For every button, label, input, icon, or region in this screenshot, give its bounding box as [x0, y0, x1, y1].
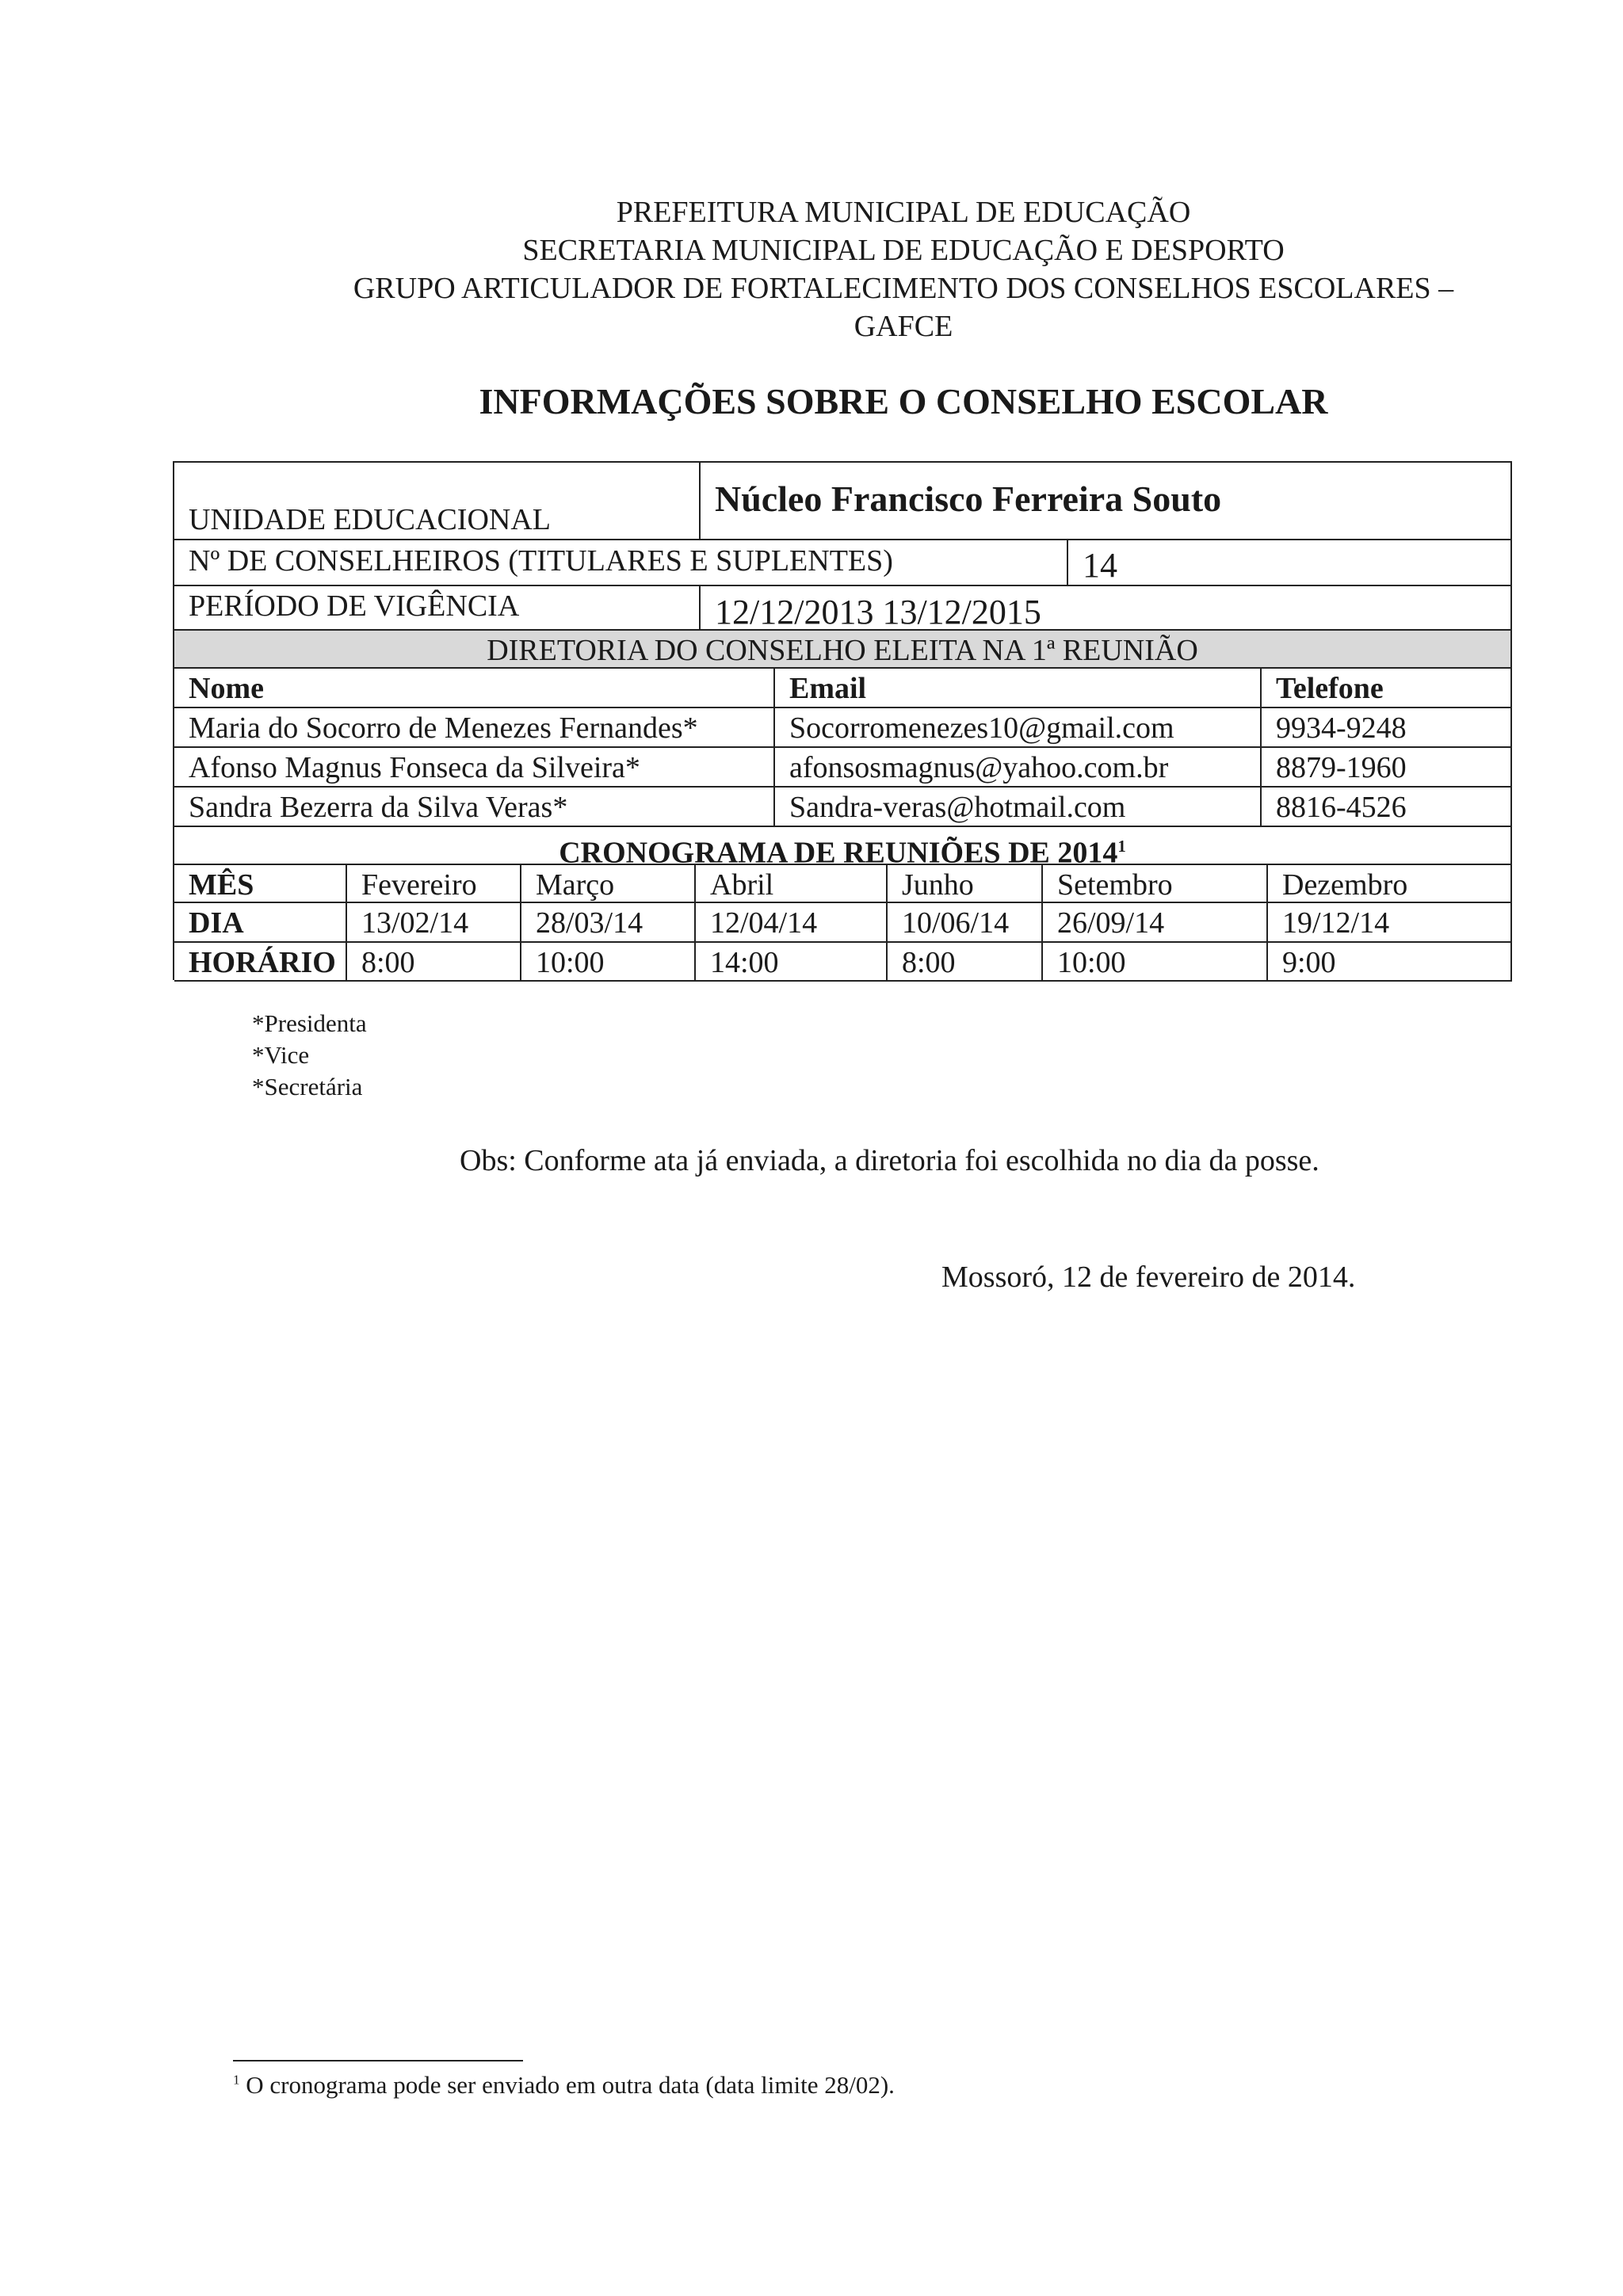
cron-cell: 10:00: [1043, 943, 1268, 982]
header-line-1: PREFEITURA MUNICIPAL DE EDUCAÇÃO: [616, 196, 1191, 229]
periodo-value: 12/12/2013 13/12/2015: [701, 586, 1512, 631]
document-header: [293, 193, 1514, 345]
cron-cell: Março: [521, 865, 696, 903]
council-info-table: [173, 461, 1512, 980]
member-name: Afonso Magnus Fonseca da Silveira*: [174, 748, 775, 788]
cron-cell: Setembro: [1043, 865, 1268, 903]
periodo-label: PERÍODO DE VIGÊNCIA: [174, 586, 701, 631]
cron-cell: 8:00: [888, 943, 1043, 982]
conselheiros-label: Nº DE CONSELHEIROS (TITULARES E SUPLENTES): [174, 540, 1068, 586]
cron-cell: Fevereiro: [347, 865, 521, 903]
document-title: INFORMAÇÕES SOBRE O CONSELHO ESCOLAR: [479, 381, 1328, 421]
member-name: Sandra Bezerra da Silva Veras*: [174, 788, 775, 827]
cron-cell: 28/03/14: [521, 903, 696, 943]
note-secretaria: *Secretária: [252, 1073, 363, 1100]
footnote-mark: 1: [233, 2072, 240, 2088]
cron-cell: Junho: [888, 865, 1043, 903]
member-email: Socorromenezes10@gmail.com: [775, 708, 1262, 748]
member-email: Sandra-veras@hotmail.com: [775, 788, 1262, 827]
col-nome: Nome: [174, 669, 775, 708]
header-line-4: GAFCE: [854, 310, 953, 343]
member-phone: 9934-9248: [1262, 708, 1512, 748]
cron-label-dia: DIA: [174, 903, 347, 943]
note-vice: *Vice: [252, 1041, 310, 1069]
cron-cell: 13/02/14: [347, 903, 521, 943]
footnote-separator: [233, 2060, 523, 2061]
unidade-value: Núcleo Francisco Ferreira Souto: [701, 463, 1512, 540]
footnote-ref: 1: [1117, 837, 1126, 856]
cron-cell: Dezembro: [1268, 865, 1512, 903]
conselheiros-value: 14: [1068, 540, 1512, 586]
member-phone: 8816-4526: [1262, 788, 1512, 827]
observation: Obs: Conforme ata já enviada, a diretoria foi escolhida no dia da posse.: [460, 1144, 1319, 1177]
cron-cell: 12/04/14: [696, 903, 888, 943]
member-name: Maria do Socorro de Menezes Fernandes*: [174, 708, 775, 748]
cron-label-mes: MÊS: [174, 865, 347, 903]
cron-cell: Abril: [696, 865, 888, 903]
header-line-2: SECRETARIA MUNICIPAL DE EDUCAÇÃO E DESPORTO: [522, 234, 1285, 267]
cron-cell: 19/12/14: [1268, 903, 1512, 943]
diretoria-heading: DIRETORIA DO CONSELHO ELEITA NA 1ª REUNIÃO: [174, 631, 1512, 669]
place-date: Mossoró, 12 de fevereiro de 2014.: [941, 1261, 1356, 1294]
cronograma-heading-text: CRONOGRAMA DE REUNIÕES DE 2014: [559, 836, 1118, 865]
role-notes: [252, 1008, 367, 1103]
cron-cell: 26/09/14: [1043, 903, 1268, 943]
footnote-text: O cronograma pode ser enviado em outra data (data limite 28/02).: [246, 2071, 895, 2099]
col-telefone: Telefone: [1262, 669, 1512, 708]
cron-cell: 10:00: [521, 943, 696, 982]
cron-label-horario: HORÁRIO: [174, 943, 347, 982]
member-phone: 8879-1960: [1262, 748, 1512, 788]
cron-cell: 10/06/14: [888, 903, 1043, 943]
cron-cell: 14:00: [696, 943, 888, 982]
note-presidenta: *Presidenta: [252, 1009, 367, 1037]
header-line-3: GRUPO ARTICULADOR DE FORTALECIMENTO DOS CONSELHOS ESCOLARES –: [353, 272, 1454, 305]
unidade-label: UNIDADE EDUCACIONAL: [174, 463, 701, 540]
footnote: [233, 2071, 895, 2100]
member-email: afonsosmagnus@yahoo.com.br: [775, 748, 1262, 788]
col-email: Email: [775, 669, 1262, 708]
cronograma-heading: [174, 827, 1512, 865]
cron-cell: 8:00: [347, 943, 521, 982]
cron-cell: 9:00: [1268, 943, 1512, 982]
